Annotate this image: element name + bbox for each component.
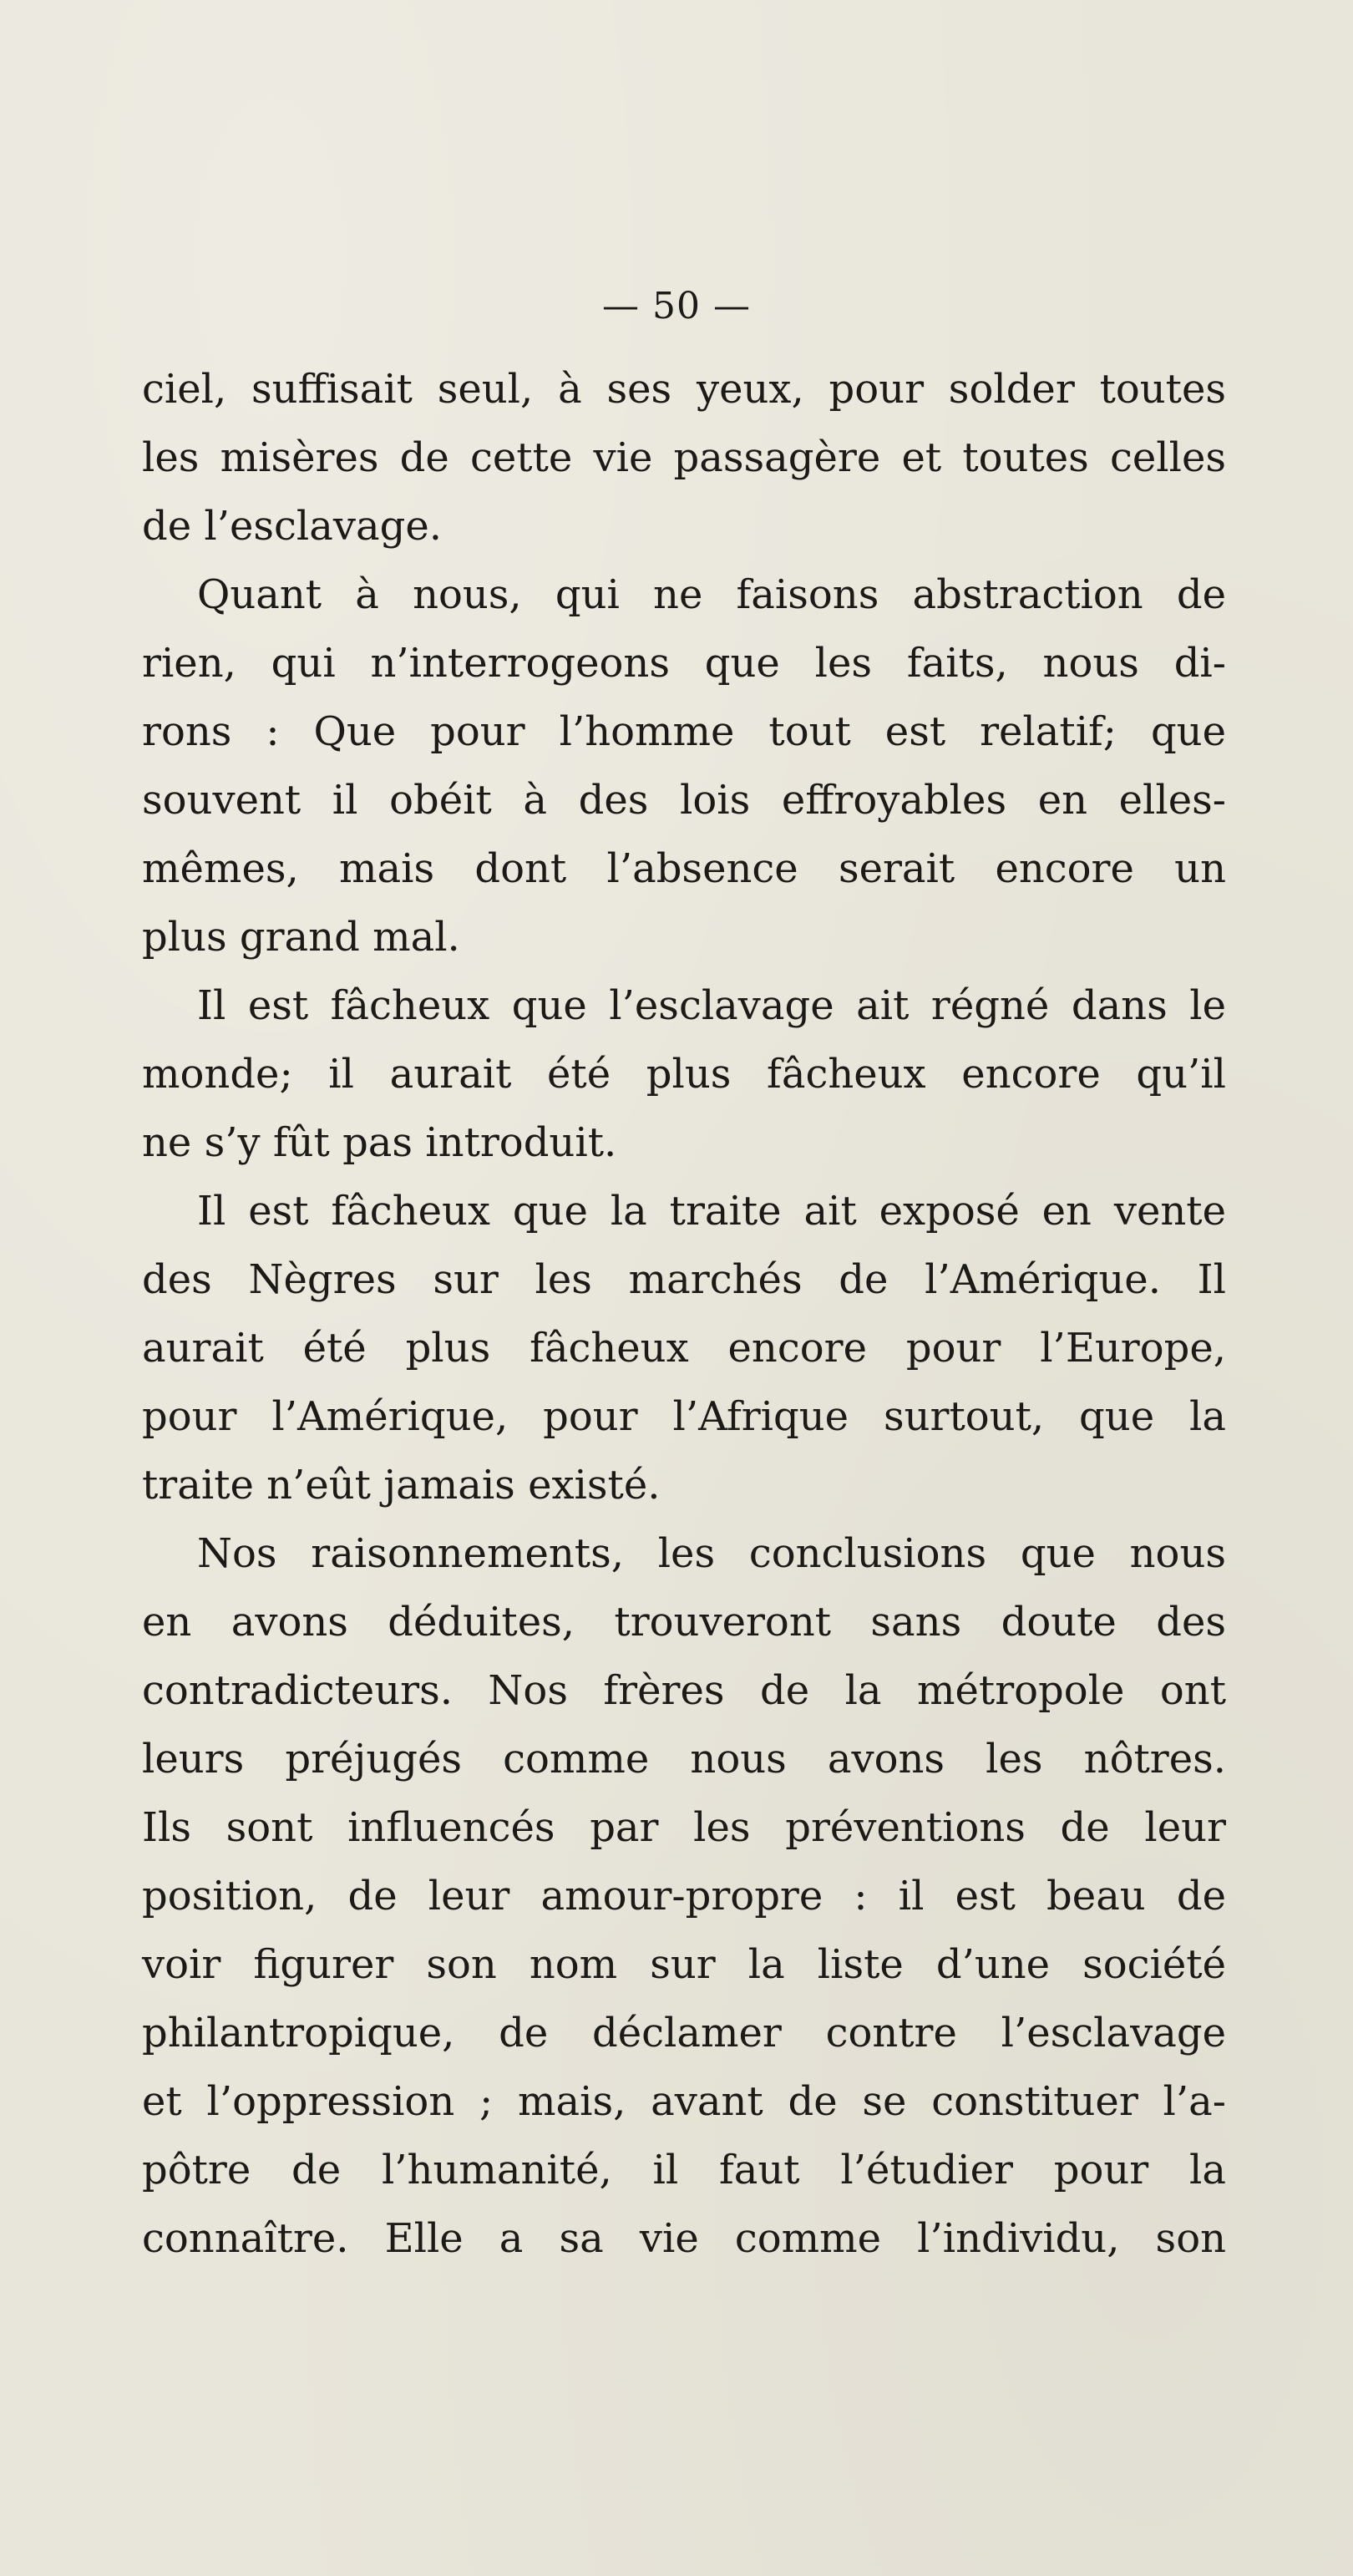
text-line: contradicteurs. Nos frères de la métropole ont (142, 1667, 1226, 1714)
text-line: de l’esclavage. (142, 503, 443, 550)
text-line: plus grand mal. (142, 914, 460, 961)
text-line: rien, qui n’interrogeons que les faits, nous di- (142, 640, 1226, 687)
text-line: mêmes, mais dont l’absence serait encore un (142, 845, 1226, 892)
text-line: pôtre de l’humanité, il faut l’étudier pour la (142, 2147, 1226, 2193)
text-line: en avons déduites, trouveront sans doute des (142, 1599, 1226, 1645)
text-line: Ils sont influencés par les préventions de leur (142, 1804, 1226, 1851)
text-line: ciel, suffisait seul, à ses yeux, pour solder toutes (142, 366, 1226, 413)
text-line: pour l’Amérique, pour l’Afrique surtout, que la (142, 1393, 1226, 1440)
text-line: traite n’eût jamais existé. (142, 1462, 661, 1509)
text-line: Quant à nous, qui ne faisons abstraction de (197, 571, 1226, 618)
text-line: et l’oppression ; mais, avant de se constituer l’a- (142, 2078, 1226, 2125)
body-text (142, 355, 1226, 2273)
text-line: voir figurer son nom sur la liste d’une société (142, 1941, 1226, 1988)
page-number: — 50 — (602, 285, 751, 327)
text-line: ne s’y fût pas introduit. (142, 1119, 617, 1166)
text-line: les misères de cette vie passagère et toutes celles (142, 434, 1226, 481)
text-line: monde; il aurait été plus fâcheux encore qu’il (142, 1051, 1226, 1098)
text-line: souvent il obéit à des lois effroyables en elles- (142, 777, 1226, 824)
text-line: des Nègres sur les marchés de l’Amérique. Il (142, 1256, 1226, 1303)
text-line: leurs préjugés comme nous avons les nôtres. (142, 1736, 1226, 1782)
text-line: Nos raisonnements, les conclusions que nous (197, 1530, 1226, 1577)
text-line: philantropique, de déclamer contre l’esclavage (142, 2010, 1226, 2056)
text-line: connaître. Elle a sa vie comme l’individu, son (142, 2215, 1226, 2262)
text-line: Il est fâcheux que l’esclavage ait régné dans le (197, 982, 1226, 1029)
text-line: rons : Que pour l’homme tout est relatif; que (142, 708, 1226, 755)
text-line: Il est fâcheux que la traite ait exposé en vente (197, 1188, 1226, 1235)
text-line: aurait été plus fâcheux encore pour l’Europe, (142, 1325, 1226, 1372)
text-line: position, de leur amour-propre : il est beau de (142, 1873, 1226, 1919)
